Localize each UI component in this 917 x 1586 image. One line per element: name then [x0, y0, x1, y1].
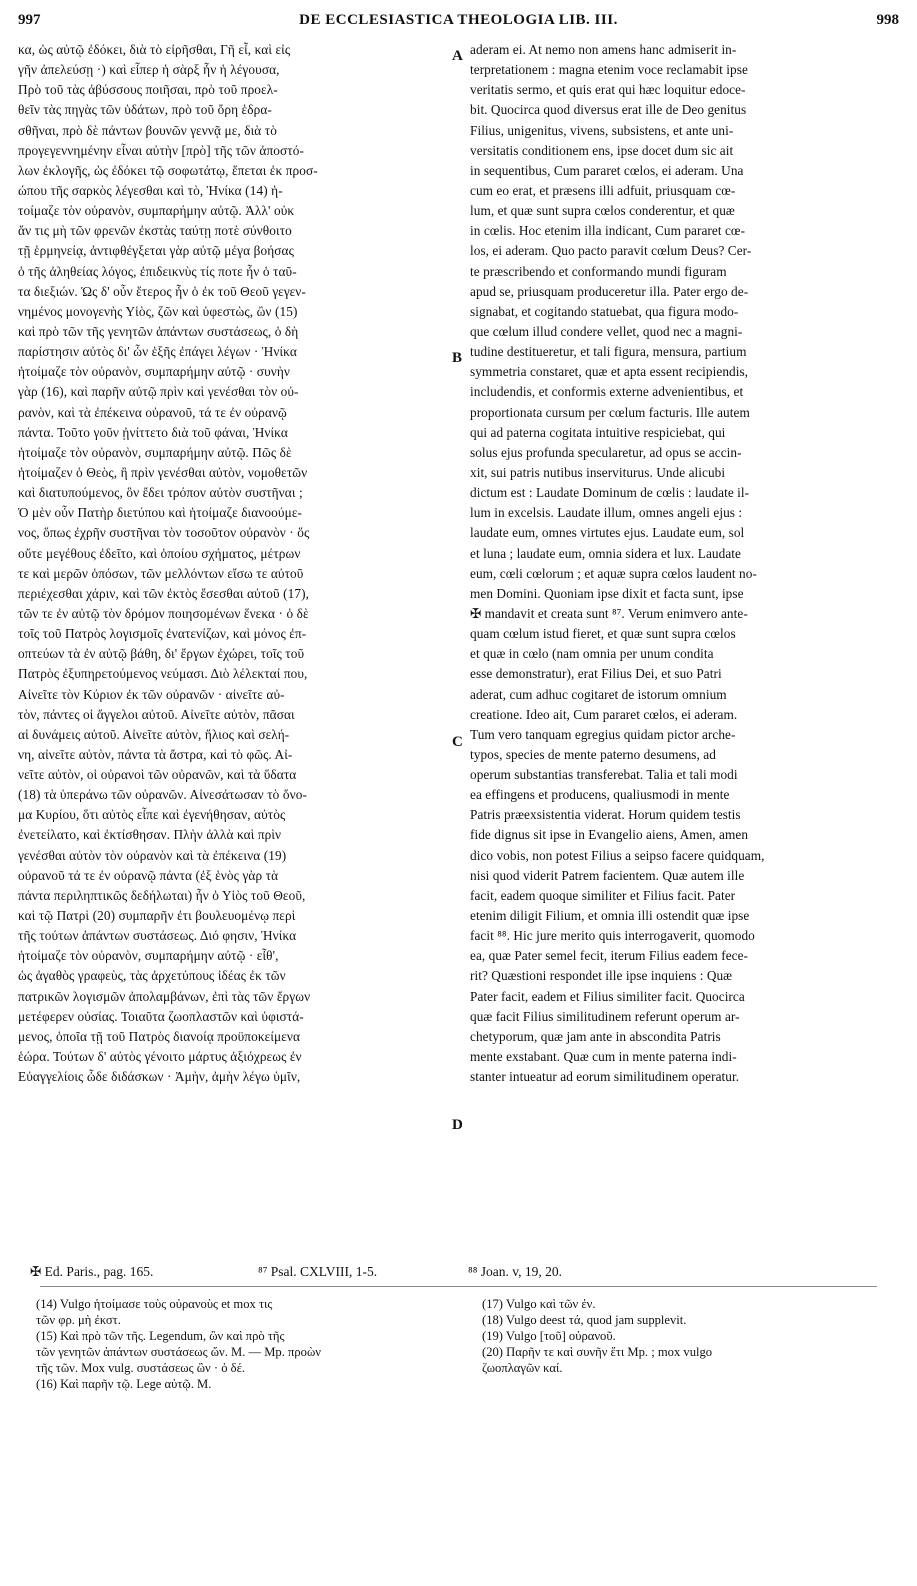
page-number-left: 997 [18, 12, 41, 28]
footnote-line: τῆς τῶν. Mox vulg. συστάσεως ὢν · ὁ δέ. [36, 1361, 246, 1375]
latin-text-line: lum in excelsis. Laudate illum, omnes angeli ejus : [470, 505, 743, 521]
greek-text-line: νη, αἰνεῖτε αὐτὸν, πάντα τὰ ἄστρα, καὶ τὸ φῶς. Αἰ- [18, 746, 293, 762]
latin-text-line: que cœlum illud condere vellet, quod nec a magni- [470, 323, 743, 339]
greek-text-line: καὶ διατυπούμενος, ὃν ἔδει τρόπον αὐτὸν συστῆναι ; [18, 485, 303, 501]
greek-text-line: τε καὶ μερῶν ὁπόσων, τῶν μελλόντων εἴσω τε αὐτοῦ [18, 565, 304, 581]
latin-text-line: laudate eum, omnes virtutes ejus. Laudate eum, sol [470, 525, 745, 541]
latin-text-line: in cœlis. Hoc etenim illa indicant, Cum pararet cœ- [470, 223, 746, 239]
latin-text-line: ✠ mandavit et creata sunt ⁸⁷. Verum enimvero ante- [470, 605, 748, 621]
latin-text-line: fide dignus sit ipse in Evangelio aiens, Amen, amen [470, 827, 749, 843]
greek-text-line: τῇ ἑρμηνείᾳ, ἀντιφθέγξεται γὰρ αὐτῷ μέγα βοήσας [18, 243, 294, 259]
greek-text-line: τοῖς τοῦ Πατρὸς λογισμοῖς ἐνατενίζων, καὶ μόνος ἐπ- [18, 626, 307, 642]
greek-text-line: γενέσθαι αὐτὸν τὸν οὐρανὸν καὶ τὰ ἐπέκεινα (19) [18, 847, 287, 863]
psalm-reference: ⁸⁷ Psal. CXLVIII, 1-5. [258, 1264, 378, 1279]
greek-text-line: καὶ τῷ Πατρὶ (20) συμπαρῆν ἐτι βουλευομένῳ περὶ [18, 908, 296, 924]
latin-text-line: includendis, et conformis externe advenientibus, et [470, 384, 744, 400]
greek-text-line: τῆς τούτων ἁπάντων συστάσεως. Διό φησιν, Ἡνίκα [18, 928, 297, 944]
latin-text-line: eum, cœli cœlorum ; et aquæ supra cœlos laudent no- [470, 565, 757, 581]
latin-text-line: et quæ in cœlo (nam omnia per unum condita [470, 646, 714, 662]
latin-text-line: ea effingens et producens, qualiusmodi in mente [470, 787, 730, 803]
latin-text-line: lum, et quæ sunt supra cœlos conderentur, et quæ [470, 203, 735, 219]
latin-text-line: apud se, priusquam produceretur illa. Pater ergo de- [470, 283, 749, 299]
footnotes-left [36, 1296, 456, 1392]
greek-text-line: ἡτοίμαζεν ὁ Θεὸς, ἢ πρὶν γενέσθαι αὐτὸν, νομοθετῶν [18, 464, 308, 480]
reference-line [30, 1264, 899, 1284]
margin-marker-d: D [452, 1117, 463, 1133]
footnote-line: τῶν φρ. μὴ ἐκστ. [36, 1313, 121, 1327]
greek-text-line: νεῖτε αὐτὸν, οἱ οὐρανοὶ τῶν οὐρανῶν, καὶ τὰ ὕδατα [18, 767, 297, 783]
latin-text-line: aderam ei. At nemo non amens hanc admiserit in- [470, 42, 737, 57]
greek-text-line: τῶν τε ἐν αὐτῷ τὸν δρόμον ποιησομένων ἕνεκα · ὁ δὲ [18, 605, 309, 621]
latin-text-line: quam cœlum istud fieret, et quæ sunt supra cœlos [470, 626, 736, 642]
greek-text-line: οὐρανοῦ τά τε ἐν οὐρανῷ πάντα (ἐξ ἑνὸς γὰρ τὰ [18, 867, 279, 883]
greek-text-line: ὁ τῆς ἀληθείας λόγος, ἐπιδεικνὺς τίς ποτε ἦν ὁ ταῦ- [18, 263, 297, 279]
latin-text-line: versitatis conditionem ens, ipse docet dum sic ait [470, 142, 734, 158]
latin-text-line: facit ⁸⁸. Hic jure merito quis interrogaverit, quomodo [470, 928, 755, 944]
latin-text-line: et luna ; laudate eum, omnia sidera et lux. Laudate [470, 545, 741, 561]
greek-text-line: πάντα. Τοῦτο γοῦν ᾐνίττετο διὰ τοῦ φάναι, Ἡνίκα [18, 424, 288, 440]
footnote-line: τῶν γενητῶν ἁπάντων συστάσεως ὤν. M. — Mp. προὼν [36, 1345, 321, 1359]
latin-text-line: rit? Quæstioni respondet ille ipse inquiens : Quæ [470, 968, 733, 984]
latin-text-line: creatione. Ideo ait, Cum pararet cœlos, ei aderam. [470, 706, 738, 722]
latin-text-line: Tum vero tanquam egregius quidam pictor arche- [470, 726, 736, 742]
latin-text-line: nisi quod viderit Patrem facientem. Quæ autem ille [470, 867, 745, 883]
greek-text-line: νημένος μονογενὴς Υἱὸς, ζῶν καὶ ὑφεστὼς, ὢν (15) [18, 303, 298, 319]
greek-text-line: Πρὸ τοῦ τὰς ἀβύσσους ποιῆσαι, πρὸ τοῦ προελ- [18, 82, 278, 98]
footnote-line: (16) Καὶ παρῆν τῷ. Lege αὐτῷ. M. [36, 1377, 212, 1391]
greek-text-line: ἡτοίμαζε τὸν οὐρανὸν, συμπαρήμην αὐτῷ. Πῶς δὲ [18, 444, 292, 460]
latin-text-line: los, ei aderam. Quo pacto paravit cœlum Deus? Cer- [470, 243, 752, 259]
greek-text-line: Πατρὸς ἐξυπηρετούμενος νεύμασι. Διὸ λέλεκταί που, [18, 666, 308, 682]
latin-text-line: Filius, unigenitus, vivens, subsistens, et ante uni- [470, 122, 734, 138]
latin-text-line: veritatis sermo, et quis erat qui hæc loquitur edoce- [470, 82, 746, 98]
latin-text-line: te præscribendo et conformando mundi figuram [470, 263, 727, 279]
greek-text-line: νος, ὅπως ἐχρῆν συστῆναι τὸν τοσοῦτον οὐρανὸν · ὅς [18, 525, 310, 541]
footnote-line: (20) Παρῆν τε καὶ συνῆν ἔτι Mp. ; mox vulgo [482, 1345, 713, 1359]
greek-text-line: Αἰνεῖτε τὸν Κύριον ἐκ τῶν οὐρανῶν · αἰνεῖτε αὐ- [18, 686, 285, 702]
latin-text-line: terpretationem : magna etenim voce reclamabit ipse [470, 62, 748, 78]
footnotes-right [482, 1296, 902, 1376]
latin-text-line: etenim diligit Filium, et omnia illi ostendit quæ ipse [470, 908, 750, 924]
greek-text-line: παρίστησιν αὐτὸς δι' ὧν ἑξῆς ἐπάγει λέγων · Ἡνίκα [18, 344, 297, 360]
greek-text-line: περιέχεσθαι χάριν, καὶ τῶν ἐκτὸς ἔσεσθαι αὐτοῦ (17), [18, 585, 310, 601]
footnote-line: (19) Vulgo [τοῦ] οὐρανοῦ. [482, 1329, 616, 1343]
margin-marker-a: A [452, 48, 463, 64]
greek-text-line: τοίμαζε τὸν οὐρανὸν, συμπαρήμην αὐτῷ. Ἀλλ' οὐκ [18, 203, 295, 219]
latin-text-line: cum eo erat, et præsens illi adfuit, priusquam cœ- [470, 182, 736, 198]
latin-text-line: bit. Quocirca quod diversus erat ille de Deo genitus [470, 102, 747, 118]
greek-text-line: Ὁ μὲν οὖν Πατὴρ διετύπου καὶ ἡτοίμαζε διανοούμε- [18, 505, 303, 521]
greek-text-line: πάντα περιληπτικῶς δεδήλωται) ἦν ὁ Υἱὸς τοῦ Θεοῦ, [18, 887, 306, 903]
latin-text-line: ea, quæ Pater semel fecit, iterum Filius eadem fece- [470, 948, 749, 964]
latin-text-line: typos, species de mente paterno desumens, ad [470, 746, 716, 762]
greek-text-line: ὡς ἀγαθὸς γραφεὺς, τὰς ἀρχετύπους ἰδέας ἐκ τῶν [18, 968, 286, 984]
latin-text-line: operum substantias transferebat. Talia et tali modi [470, 767, 738, 783]
latin-text-line: qui ad paterna cogitata intuitive respiciebat, qui [470, 424, 726, 440]
greek-text-line: αἱ δυνάμεις αὐτοῦ. Αἰνεῖτε αὐτὸν, ἥλιος καὶ σελή- [18, 726, 290, 742]
latin-text-line: quæ facit Filius similitudinem referunt operum ar- [470, 1008, 740, 1024]
greek-text-line: μα Κυρίου, ὅτι αὐτὸς εἶπε καὶ ἐγενήθησαν, αὐτὸς [18, 807, 286, 823]
greek-column [18, 40, 448, 1087]
latin-text-line: chetyporum, quæ jam ante in abscondita Patris [470, 1028, 721, 1044]
greek-text-line: λων ἐκλογῆς, ὡς ἐδόκει τῷ σοφωτάτῳ, ἕπεται ἐκ προσ- [18, 162, 318, 178]
latin-text-line: in sequentibus, Cum pararet cœlos, ei aderam. Una [470, 162, 744, 178]
greek-text-line: θεῖν τὰς πηγὰς τῶν ὑδάτων, πρὸ τοῦ ὄρη ἑδρα- [18, 102, 272, 118]
greek-text-line: προγεγεννημένην εἶναι αὐτὴν [πρὸ] τῆς τῶν ἀποστό- [18, 142, 304, 158]
latin-text-line: xit, sui patris nutibus inserviturus. Unde alicubi [470, 464, 726, 480]
latin-text-line: aderat, cum adhuc cogitaret de istorum omnium [470, 686, 727, 702]
greek-text-line: οπτεύων τὰ ἐν αὐτῷ βάθη, δι' ἔργων ἐχώρει, τοῖς τοῦ [18, 646, 305, 662]
footnote-line: (17) Vulgo καὶ τῶν ἐν. [482, 1297, 596, 1311]
greek-text-line: (18) τὰ ὑπεράνω τῶν οὐρανῶν. Αἰνεσάτωσαν τὸ ὄνο- [18, 787, 307, 803]
footnote-line: (15) Καὶ πρὸ τῶν τῆς. Legendum, ὢν καὶ πρὸ τῆς [36, 1329, 285, 1343]
latin-text-line: dictum est : Laudate Dominum de cœlis : laudate il- [470, 485, 750, 501]
greek-text-line: καὶ πρὸ τῶν τῆς γενητῶν ἁπάντων συστάσεως, ὁ δὴ [18, 323, 299, 339]
margin-marker-b: B [452, 350, 463, 366]
footnote-divider [40, 1286, 877, 1287]
running-header [18, 12, 899, 34]
greek-text-line: ἡτοίμαζε τὸν οὐρανὸν, συμπαρήμην αὐτῷ · συνὴν [18, 364, 291, 380]
greek-text-line: ἡτοίμαζε τὸν οὐρανὸν, συμπαρήμην αὐτῷ · εἶθ', [18, 948, 279, 964]
greek-text-line: ἄν τις μὴ τῶν φρενῶν ἐκστὰς ταύτῃ ποτὲ σύνθοιτο [18, 223, 292, 239]
greek-text-line: ἑώρα. Τούτων δ' αὐτὸς γένοιτο μάρτυς ἀξιόχρεως ἐν [18, 1049, 302, 1065]
latin-text-line: Patris præexsistentia viderat. Horum quidem testis [470, 807, 741, 823]
latin-column [470, 40, 900, 1087]
latin-text-line: solus ejus profunda specularetur, ad opus se accin- [470, 444, 742, 460]
greek-text-line: σθῆναι, πρὸ δὲ πάντων βουνῶν γεννᾷ με, διὰ τὸ [18, 122, 277, 138]
latin-text-line: dico vobis, non potest Filius a seipso facere quidquam, [470, 847, 765, 863]
greek-text-line: κα, ὡς αὐτῷ ἐδόκει, διὰ τὸ εἰρῆσθαι, Γῆ εἶ, καὶ εἰς [18, 42, 291, 57]
footnote-line: ζωοπλαγῶν καί. [482, 1361, 563, 1375]
running-title: DE ECCLESIASTICA THEOLOGIA LIB. III. [299, 12, 618, 28]
margin-marker-c: C [452, 734, 463, 750]
latin-text-line: men Domini. Quoniam ipse dixit et facta sunt, ipse [470, 585, 744, 601]
latin-text-line: signabat, et cogitando statuebat, qua figura modo- [470, 303, 739, 319]
latin-text-line: Pater facit, eadem et Filius similiter facit. Quocirca [470, 988, 745, 1004]
latin-text-line: tudine destitueretur, et tali figura, mensura, partium [470, 344, 747, 360]
latin-text-line: symmetria constaret, quæ et apta essent recipiendis, [470, 364, 749, 380]
greek-text-line: ἐνετείλατο, καὶ ἐκτίσθησαν. Πλὴν ἀλλὰ καὶ πρὶν [18, 827, 282, 843]
greek-text-line: τα διεξιών. Ὡς δ' οὖν ἕτερος ἦν ὁ ἐκ τοῦ Θεοῦ γεγεν- [18, 283, 306, 299]
john-reference: ⁸⁸ Joan. v, 19, 20. [468, 1264, 563, 1279]
greek-text-line: μενος, ὁποῖα τῇ τοῦ Πατρὸς διανοίᾳ προϋποκείμενα [18, 1028, 301, 1044]
greek-text-line: γῆν ἀπελεύσῃ ·) καὶ εἶπερ ἡ σὰρξ ἦν ἡ λέγουσα, [18, 62, 280, 78]
edition-reference: ✠ Ed. Paris., pag. 165. [30, 1264, 154, 1279]
greek-text-line: Εὐαγγελίοις ὧδε διδάσκων · Ἀμὴν, ἀμὴν λέγω ὑμῖν, [18, 1069, 301, 1085]
greek-text-line: γὰρ (16), καὶ παρῆν αὐτῷ πρὶν καὶ γενέσθαι τὸν οὐ- [18, 384, 299, 400]
greek-text-line: οὔτε μεγέθους ἐδεῖτο, καὶ ὁποίου σχήματος, μέτρων [18, 545, 301, 561]
latin-text-line: proportionata cursum per cœlum facturis. Ille autem [470, 404, 750, 420]
latin-text-line: stanter intueatur ad eorum similitudinem operatur. [470, 1069, 740, 1085]
footnote-line: (14) Vulgo ἡτοίμασε τοὺς οὐρανοὺς et mox τις [36, 1297, 273, 1311]
page-number-right: 998 [876, 12, 899, 28]
latin-text-line: mente exstabant. Quæ cum in mente paterna indi- [470, 1049, 737, 1065]
greek-text-line: ρανὸν, καὶ τὰ ἐπέκεινα οὐρανοῦ, τά τε ἐν οὐρανῷ [18, 404, 287, 420]
greek-text-line: πατρικῶν λογισμῶν ἀπολαμβάνων, ἐπὶ τὰς τῶν ἔργων [18, 988, 311, 1004]
latin-text-line: esse demonstratur), erat Filius Dei, et suo Patri [470, 666, 722, 682]
greek-text-line: τὸν, πάντες οἱ ἄγγελοι αὐτοῦ. Αἰνεῖτε αὐτὸν, πᾶσαι [18, 706, 295, 722]
greek-text-line: μετέφερεν οὐσίας. Τοιαῦτα ζωοπλαστῶν καὶ ὑφιστά- [18, 1008, 304, 1024]
footnote-line: (18) Vulgo deest τά, quod jam supplevit. [482, 1313, 687, 1327]
greek-text-line: ώπου τῆς σαρκὸς λέγεσθαι καὶ τὸ, Ἡνίκα (14) ἡ- [18, 182, 283, 198]
latin-text-line: facit, eadem quoque similiter et Filius facit. Pater [470, 887, 736, 903]
